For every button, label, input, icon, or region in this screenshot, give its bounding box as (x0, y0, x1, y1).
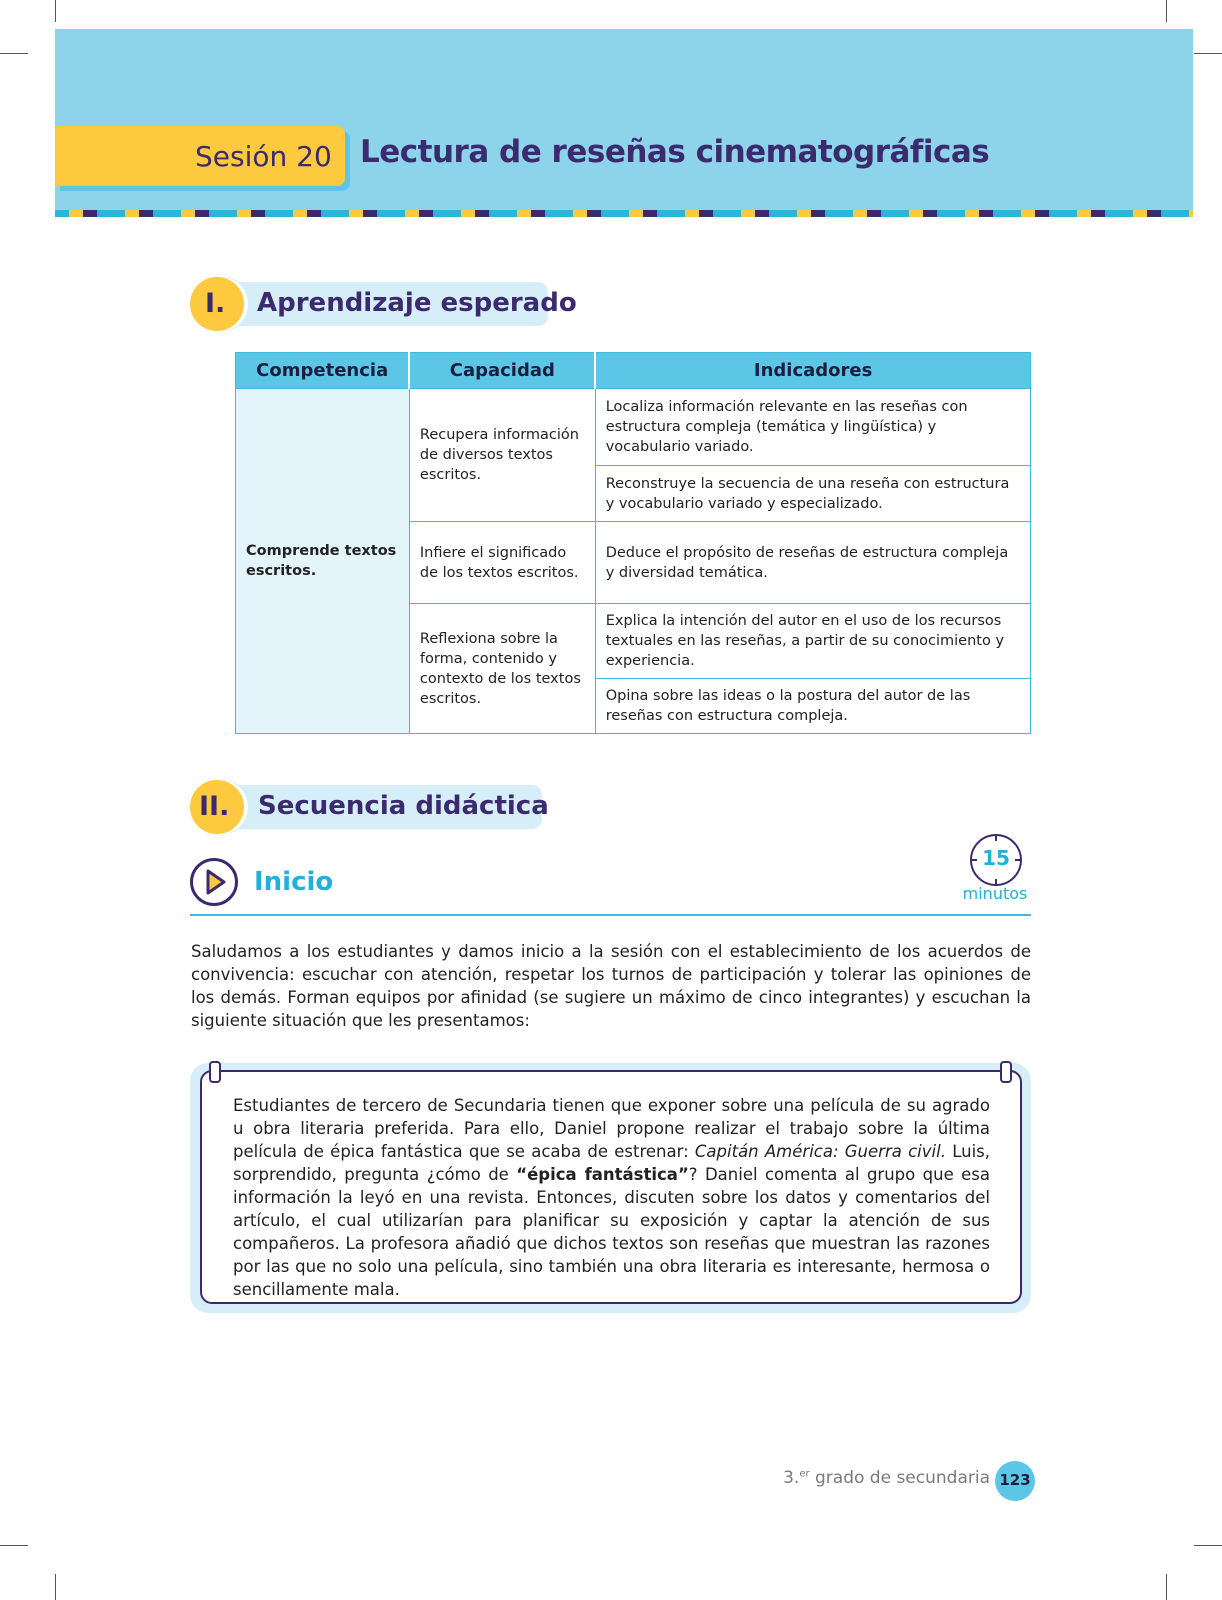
competencia-cell: Comprende textos escritos. (236, 389, 410, 734)
section-number: I. (205, 288, 226, 319)
story-text: Luis, sorprendido, pregunta ¿cómo de (233, 1142, 990, 1184)
column-header: Capacidad (409, 353, 595, 389)
crop-mark (0, 53, 28, 54)
capacidad-cell: Reflexiona sobre la forma, contenido y contexto de los textos escritos. (409, 604, 595, 734)
inicio-title: Inicio (254, 867, 334, 897)
column-header: Indicadores (595, 353, 1030, 389)
inicio-divider (190, 914, 1031, 916)
section-number: II. (199, 791, 230, 822)
story-text: ? Daniel comenta al grupo que esa información la leyó en una revista. Entonces, discuten sobre los datos y comentarios del artículo, el cual utilizarían para planificar su exposición y captar la atención de sus compañeros. La profesora añadió que dichos textos son reseñas que muestran las razones por las que no solo una película, sino también una obra literaria es interesante, hermosa o sencillamente mala. (233, 1165, 990, 1299)
crop-mark (1194, 53, 1222, 54)
crop-mark (1194, 1545, 1222, 1546)
timer-value: 15 (982, 846, 1010, 870)
crop-mark (0, 1545, 28, 1546)
capacidad-cell: Infiere el significado de los textos escritos. (409, 522, 595, 604)
table-row (236, 389, 1031, 466)
section-title: Aprendizaje esperado (257, 288, 577, 318)
indicador-cell: Localiza información relevante en las reseñas con estructura compleja (temática y lingüística) y vocabulario variado. (595, 389, 1030, 466)
film-title: Capitán América: Guerra civil. (694, 1142, 946, 1161)
indicador-cell: Deduce el propósito de reseñas de estructura compleja y diversidad temática. (595, 522, 1030, 604)
story-paragraph (233, 1094, 990, 1301)
table-header-row (236, 353, 1031, 389)
crop-mark (55, 1574, 56, 1600)
section-title: Secuencia didáctica (258, 791, 549, 821)
crop-mark (55, 0, 56, 22)
crop-mark (1166, 1574, 1167, 1600)
column-header: Competencia (236, 353, 410, 389)
grade-suffix: er (799, 1468, 810, 1480)
indicador-cell: Reconstruye la secuencia de una reseña con estructura y vocabulario variado y especializado. (595, 466, 1030, 522)
page-number: 123 (999, 1471, 1031, 1489)
session-label: Sesión 20 (195, 140, 332, 173)
indicador-cell: Opina sobre las ideas o la postura del autor de las reseñas con estructura compleja. (595, 679, 1030, 734)
highlighted-term: “épica fantástica” (516, 1165, 689, 1184)
indicador-cell: Explica la intención del autor en el uso de los recursos textuales en las reseñas, a partir de su conocimiento y experiencia. (595, 604, 1030, 679)
pin-icon (209, 1061, 221, 1083)
grade-number: 3. (783, 1468, 800, 1488)
timer-label: minutos (962, 884, 1028, 903)
pin-icon (1000, 1061, 1012, 1083)
grade-text: grado de secundaria (809, 1468, 990, 1488)
crop-mark (1166, 0, 1167, 22)
grade-label (780, 1468, 990, 1488)
story-text: Estudiantes de tercero de Secundaria tienen que exponer sobre una película de su agrado u obra literaria preferida. Para ello, Daniel propone realizar el trabajo sobre la última película de épica fantástica que se acaba de estrenar: (233, 1096, 990, 1161)
page-title: Lectura de reseñas cinematográficas (360, 134, 990, 170)
header-divider (55, 210, 1193, 217)
play-icon (190, 858, 238, 906)
intro-paragraph: Saludamos a los estudiantes y damos inicio a la sesión con el establecimiento de los acuerdos de convivencia: escuchar con atención, respetar los turnos de participación y tolerar las opiniones de los demás. Forman equipos por afinidad (se sugiere un máximo de cinco integrantes) y escuchan la siguiente situación que les presentamos: (191, 942, 1031, 1030)
capacidad-cell: Recupera información de diversos textos escritos. (409, 389, 595, 522)
learning-table (235, 352, 1031, 734)
header-band (55, 29, 1193, 217)
